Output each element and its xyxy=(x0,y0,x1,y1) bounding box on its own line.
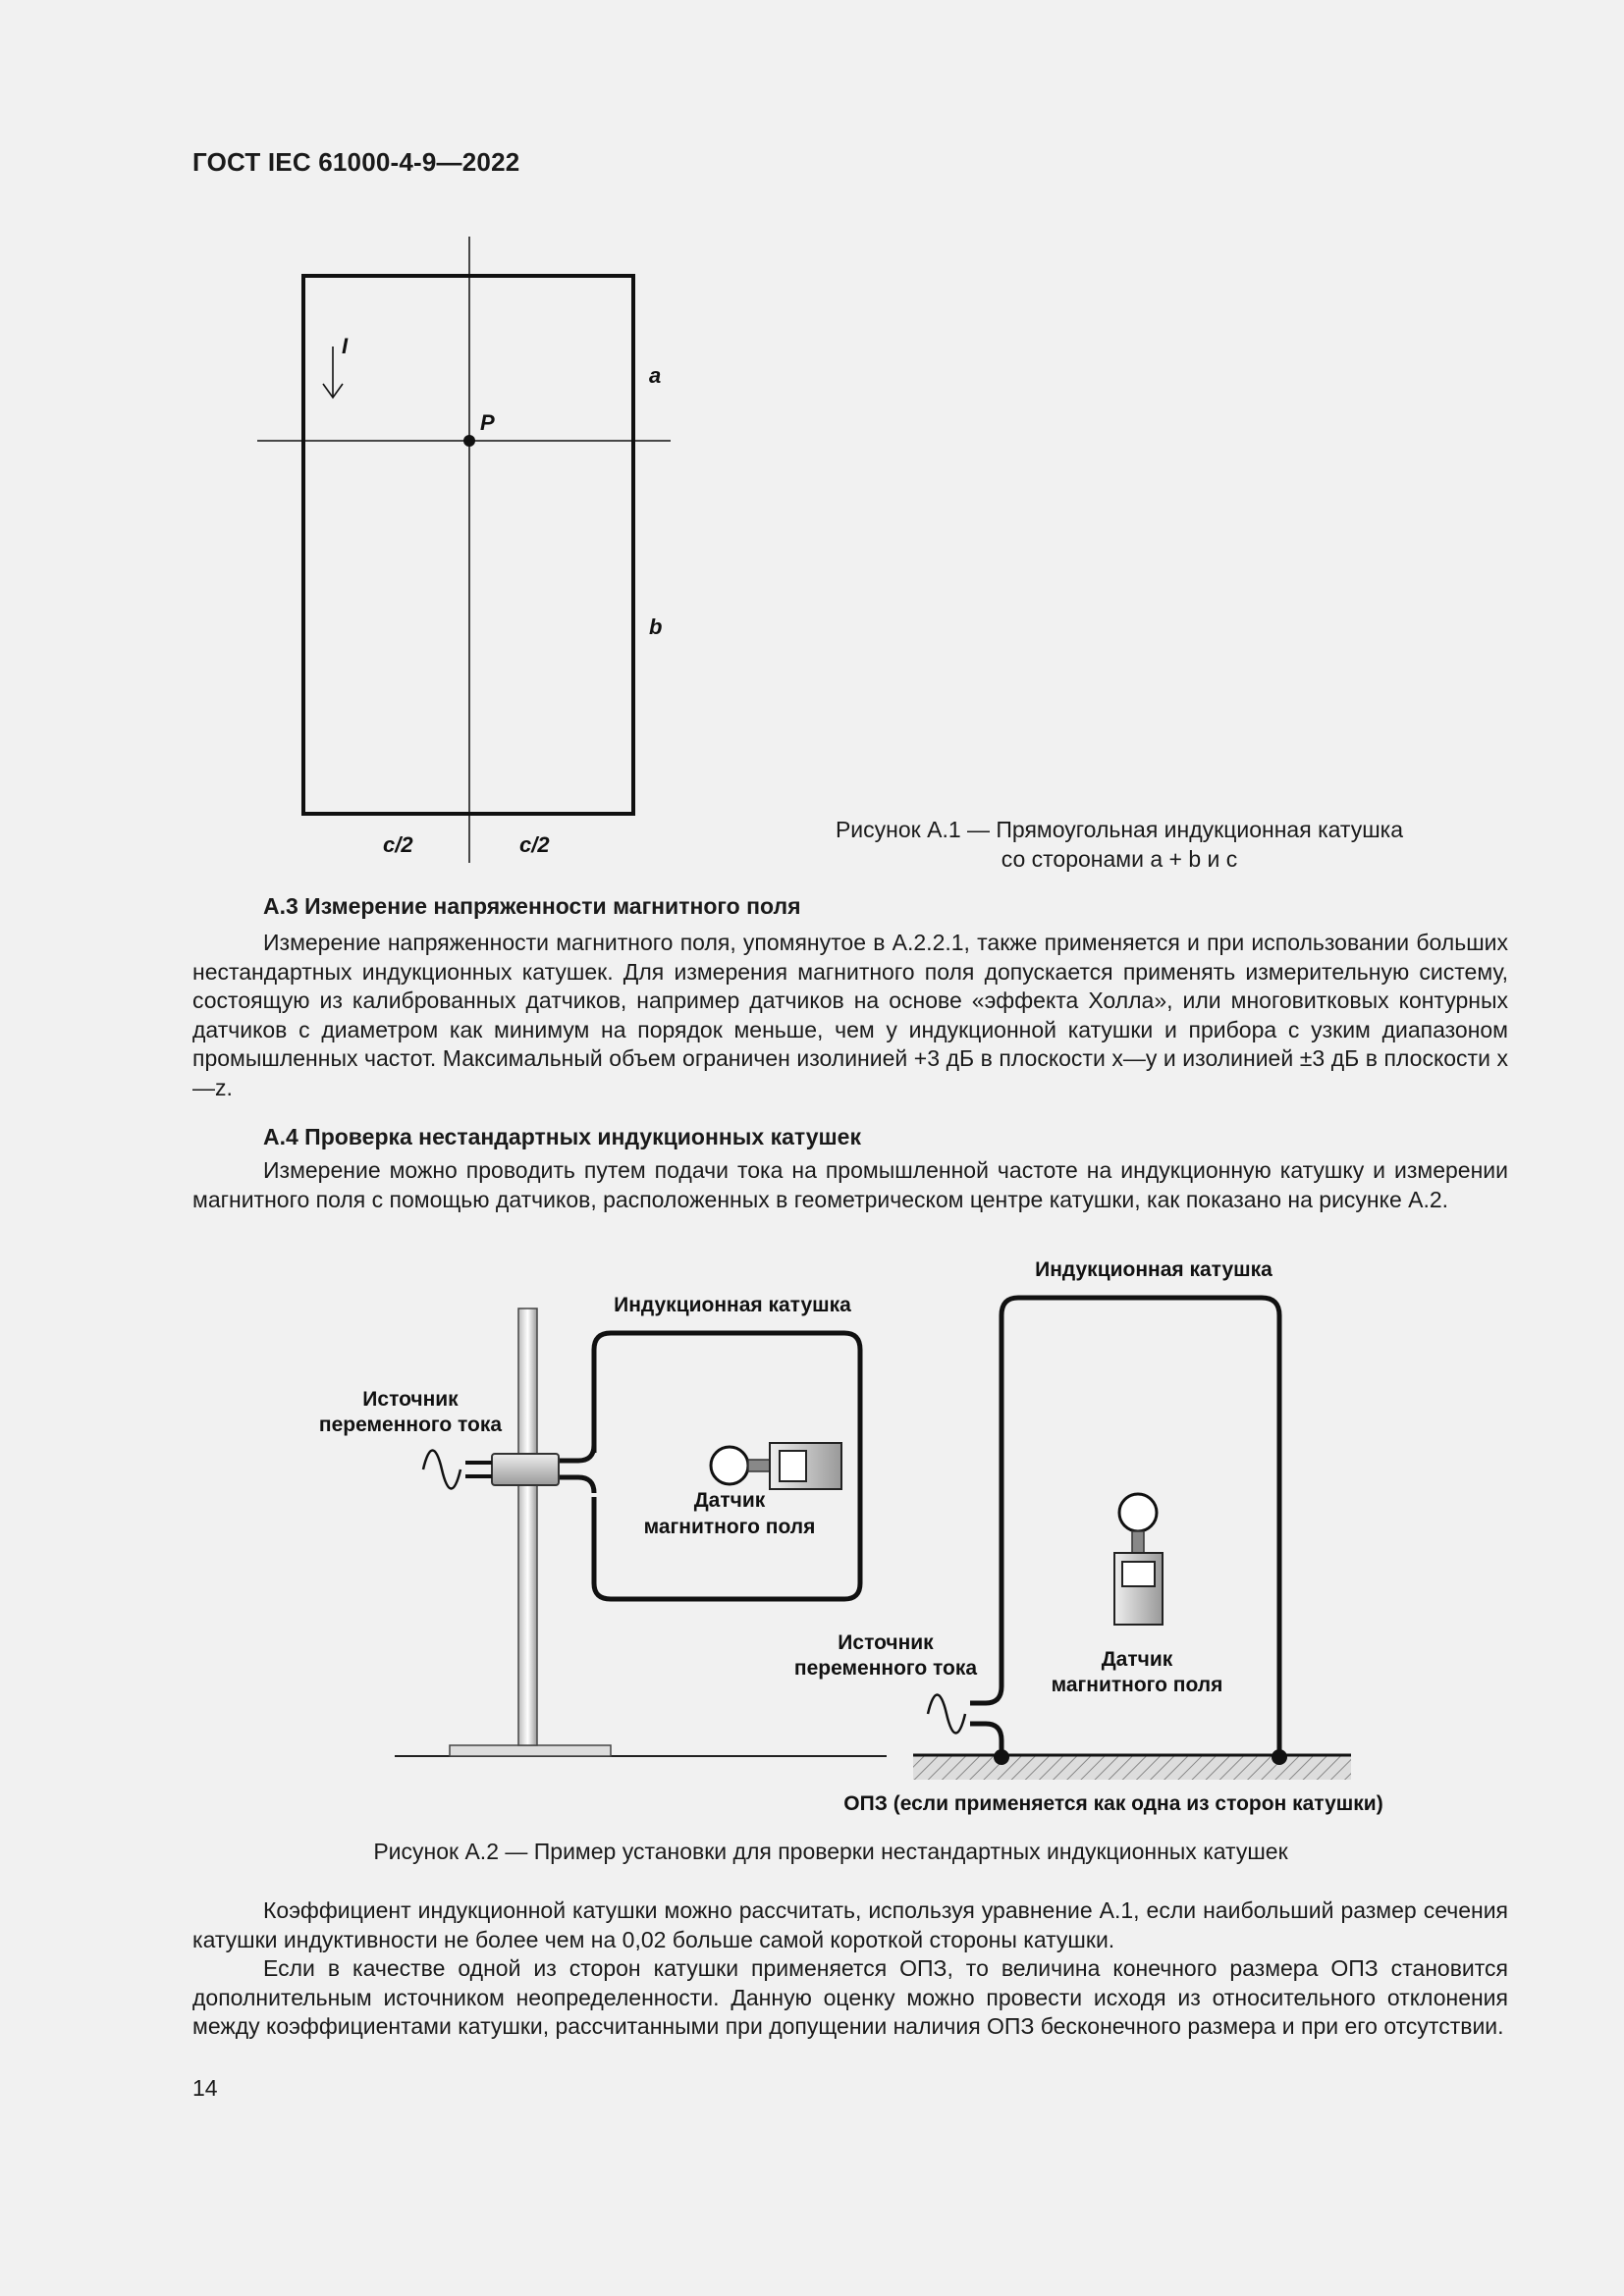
left-coil-lead-top xyxy=(558,1445,594,1461)
left-coil-lead-bottom xyxy=(558,1477,594,1493)
label-half-c-left: c/2 xyxy=(383,832,413,857)
label-side-b: b xyxy=(649,614,663,639)
right-coil-label: Индукционная катушка xyxy=(1035,1258,1272,1281)
ground-contact-left xyxy=(994,1749,1009,1765)
right-sensor-icon xyxy=(1114,1494,1163,1625)
left-sensor-icon xyxy=(711,1443,841,1489)
ac-source-icon xyxy=(423,1451,460,1489)
right-sensor-label-line1: Датчик xyxy=(1101,1648,1173,1671)
left-sensor-label-line1: Датчик xyxy=(693,1489,766,1512)
right-ac-source-icon xyxy=(928,1695,965,1734)
closing-paragraph-1: Коэффициент индукционной катушки можно рассчитать, используя уравнение А.1, если наибольший размер сечения катушки индуктивности не более чем на 0,02 больше самой короткой стороны катушки. xyxy=(192,1897,1508,1952)
figure-a2-caption: Рисунок А.2 — Пример установки для проверки нестандартных индукционных катушек xyxy=(373,1839,1288,1864)
label-point: P xyxy=(480,410,495,435)
page-number: 14 xyxy=(192,2075,218,2101)
right-coil-lead-bottom xyxy=(970,1724,1001,1755)
label-half-c-right: c/2 xyxy=(519,832,550,857)
section-a3-paragraph: Измерение напряженности магнитного поля, упомянутое в А.2.2.1, также применяется и при использовании больших нестандартных индукционных катушек. Для измерения магнитного поля допускается применять измерительную систему, состоящую из калиброванных датчиков, например датчиков на основе «эффекта Холла», или многовитковых контурных датчиков с диаметром как минимум на порядок меньше, чем у индукционной катушки и прибора с узким диапазоном промышленных частот. Максимальный объем ограничен изолинией +3 дБ в плоскости x—y и изолинией ±3 дБ в плоскости x—z. xyxy=(192,930,1508,1100)
section-a3-heading: А.3 Измерение напряженности магнитного поля xyxy=(263,893,801,919)
right-source-label-line2: переменного тока xyxy=(793,1657,978,1680)
left-source-label-line2: переменного тока xyxy=(318,1414,503,1436)
label-current: I xyxy=(342,334,349,358)
right-sensor-label-line2: магнитного поля xyxy=(1051,1674,1223,1696)
document-header: ГОСТ IEC 61000-4-9—2022 xyxy=(192,147,520,177)
label-side-a: a xyxy=(649,363,662,388)
ground-contact-right xyxy=(1272,1749,1287,1765)
source-connector xyxy=(492,1454,559,1485)
left-sensor-label-line2: магнитного поля xyxy=(643,1516,816,1538)
section-a4-paragraph: Измерение можно проводить путем подачи тока на промышленной частоте на индукционную катушку и измерении магнитного поля с помощью датчиков, расположенных в геометрическом центре катушки, как показано на рисунке А.2. xyxy=(192,1157,1508,1212)
left-coil-label: Индукционная катушка xyxy=(614,1294,851,1316)
left-source-label-line1: Источник xyxy=(362,1388,459,1411)
closing-paragraph-2: Если в качестве одной из сторон катушки применяется ОПЗ, то величина конечного размера ОПЗ становится дополнительным источником неопределенности. Данную оценку можно провести исходя из относительного отклонения между коэффициентами катушки, рассчитанными при допущении наличия ОПЗ бесконечного размера и при его отсутствии. xyxy=(192,1955,1508,2039)
section-a4-heading: А.4 Проверка нестандартных индукционных катушек xyxy=(263,1124,861,1149)
figure-a1-caption-line2: со сторонами a + b и c xyxy=(1001,846,1238,872)
figure-a1-caption-line1: Рисунок А.1 — Прямоугольная индукционная катушка xyxy=(835,817,1404,842)
right-coil-lead-top xyxy=(970,1686,1001,1703)
right-source-label-line1: Источник xyxy=(838,1631,934,1654)
ground-plane-label: ОПЗ (если применяется как одна из сторон катушки) xyxy=(843,1792,1383,1815)
